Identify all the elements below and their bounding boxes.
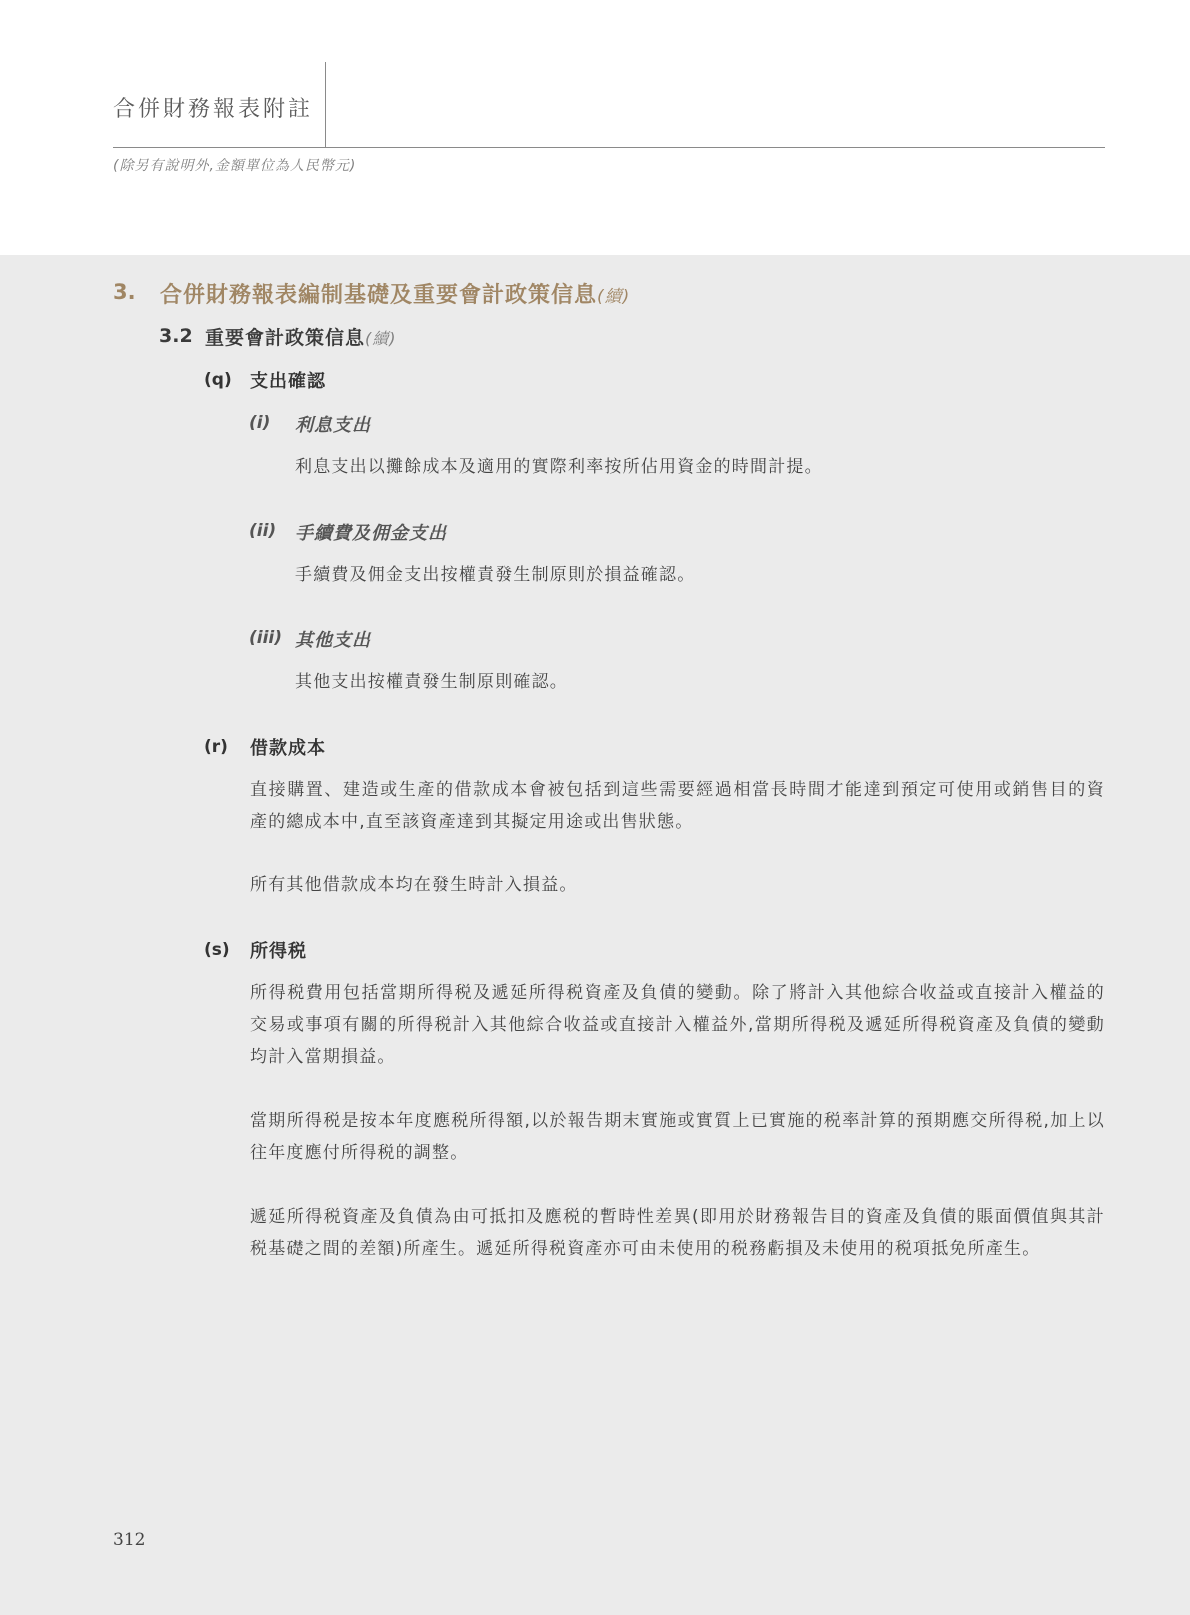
item-q-title: 支出確認 [250,371,326,392]
item-q-letter: (q) [204,370,232,390]
item-r-title: 借款成本 [250,738,326,759]
item-r-paragraph-2: 所有其他借款成本均在發生時計入損益。 [250,875,578,895]
subitem-i-number: (i) [249,413,271,433]
subsection-title: 重要會計政策信息 [205,327,366,349]
section-heading [160,278,630,309]
subitem-ii-title: 手續費及佣金支出 [295,523,447,544]
header-vertical-rule [325,62,326,148]
section-number: 3. [113,280,136,304]
item-s-paragraph-2: 當期所得税是按本年度應税所得額,以於報告期末實施或實質上已實施的税率計算的預期應交所得税,加上以往年度應付所得税的調整。 [250,1111,1105,1163]
subsection-heading [205,323,397,350]
subitem-i-title: 利息支出 [295,415,371,436]
subitem-iii-text: 其他支出按權責發生制原則確認。 [295,672,568,692]
subsection-number: 3.2 [159,325,193,347]
subitem-ii-number: (ii) [249,521,277,541]
page-number: 312 [113,1530,146,1550]
subitem-i-text: 利息支出以攤餘成本及適用的實際利率按所佔用資金的時間計提。 [295,457,823,477]
item-s-paragraph-1: 所得税費用包括當期所得税及遞延所得税資產及負債的變動。除了將計入其他綜合收益或直接計入權益的交易或事項有關的所得税計入其他綜合收益或直接計入權益外,當期所得税及遞延所得税資產及負債的變動均計入當期損益。 [250,983,1105,1067]
item-s-paragraph-3: 遞延所得税資產及負債為由可抵扣及應税的暫時性差異(即用於財務報告目的資產及負債的賬面價值與其計税基礎之間的差額)所產生。遞延所得税資產亦可由未使用的税務虧損及未使用的税項抵免所產生。 [250,1207,1105,1259]
subitem-ii-text: 手續費及佣金支出按權責發生制原則於損益確認。 [295,565,696,585]
subsection-continued: (續) [365,329,397,348]
item-r-paragraph-1: 直接購置、建造或生產的借款成本會被包括到這些需要經過相當長時間才能達到預定可使用或銷售目的資產的總成本中,直至該資產達到其擬定用途或出售狀態。 [250,780,1105,832]
running-title: 合併財務報表附註 [113,97,314,122]
subitem-iii-title: 其他支出 [295,630,371,651]
item-s-title: 所得税 [250,941,307,962]
section-title: 合併財務報表編制基礎及重要會計政策信息 [160,283,598,308]
header-band [0,0,1190,255]
item-r-letter: (r) [204,737,228,757]
units-note: (除另有說明外,金額單位為人民幣元) [113,158,357,174]
item-s-letter: (s) [204,940,230,960]
section-continued: (續) [597,287,631,307]
header-horizontal-rule [113,147,1105,148]
subitem-iii-number: (iii) [249,628,283,648]
